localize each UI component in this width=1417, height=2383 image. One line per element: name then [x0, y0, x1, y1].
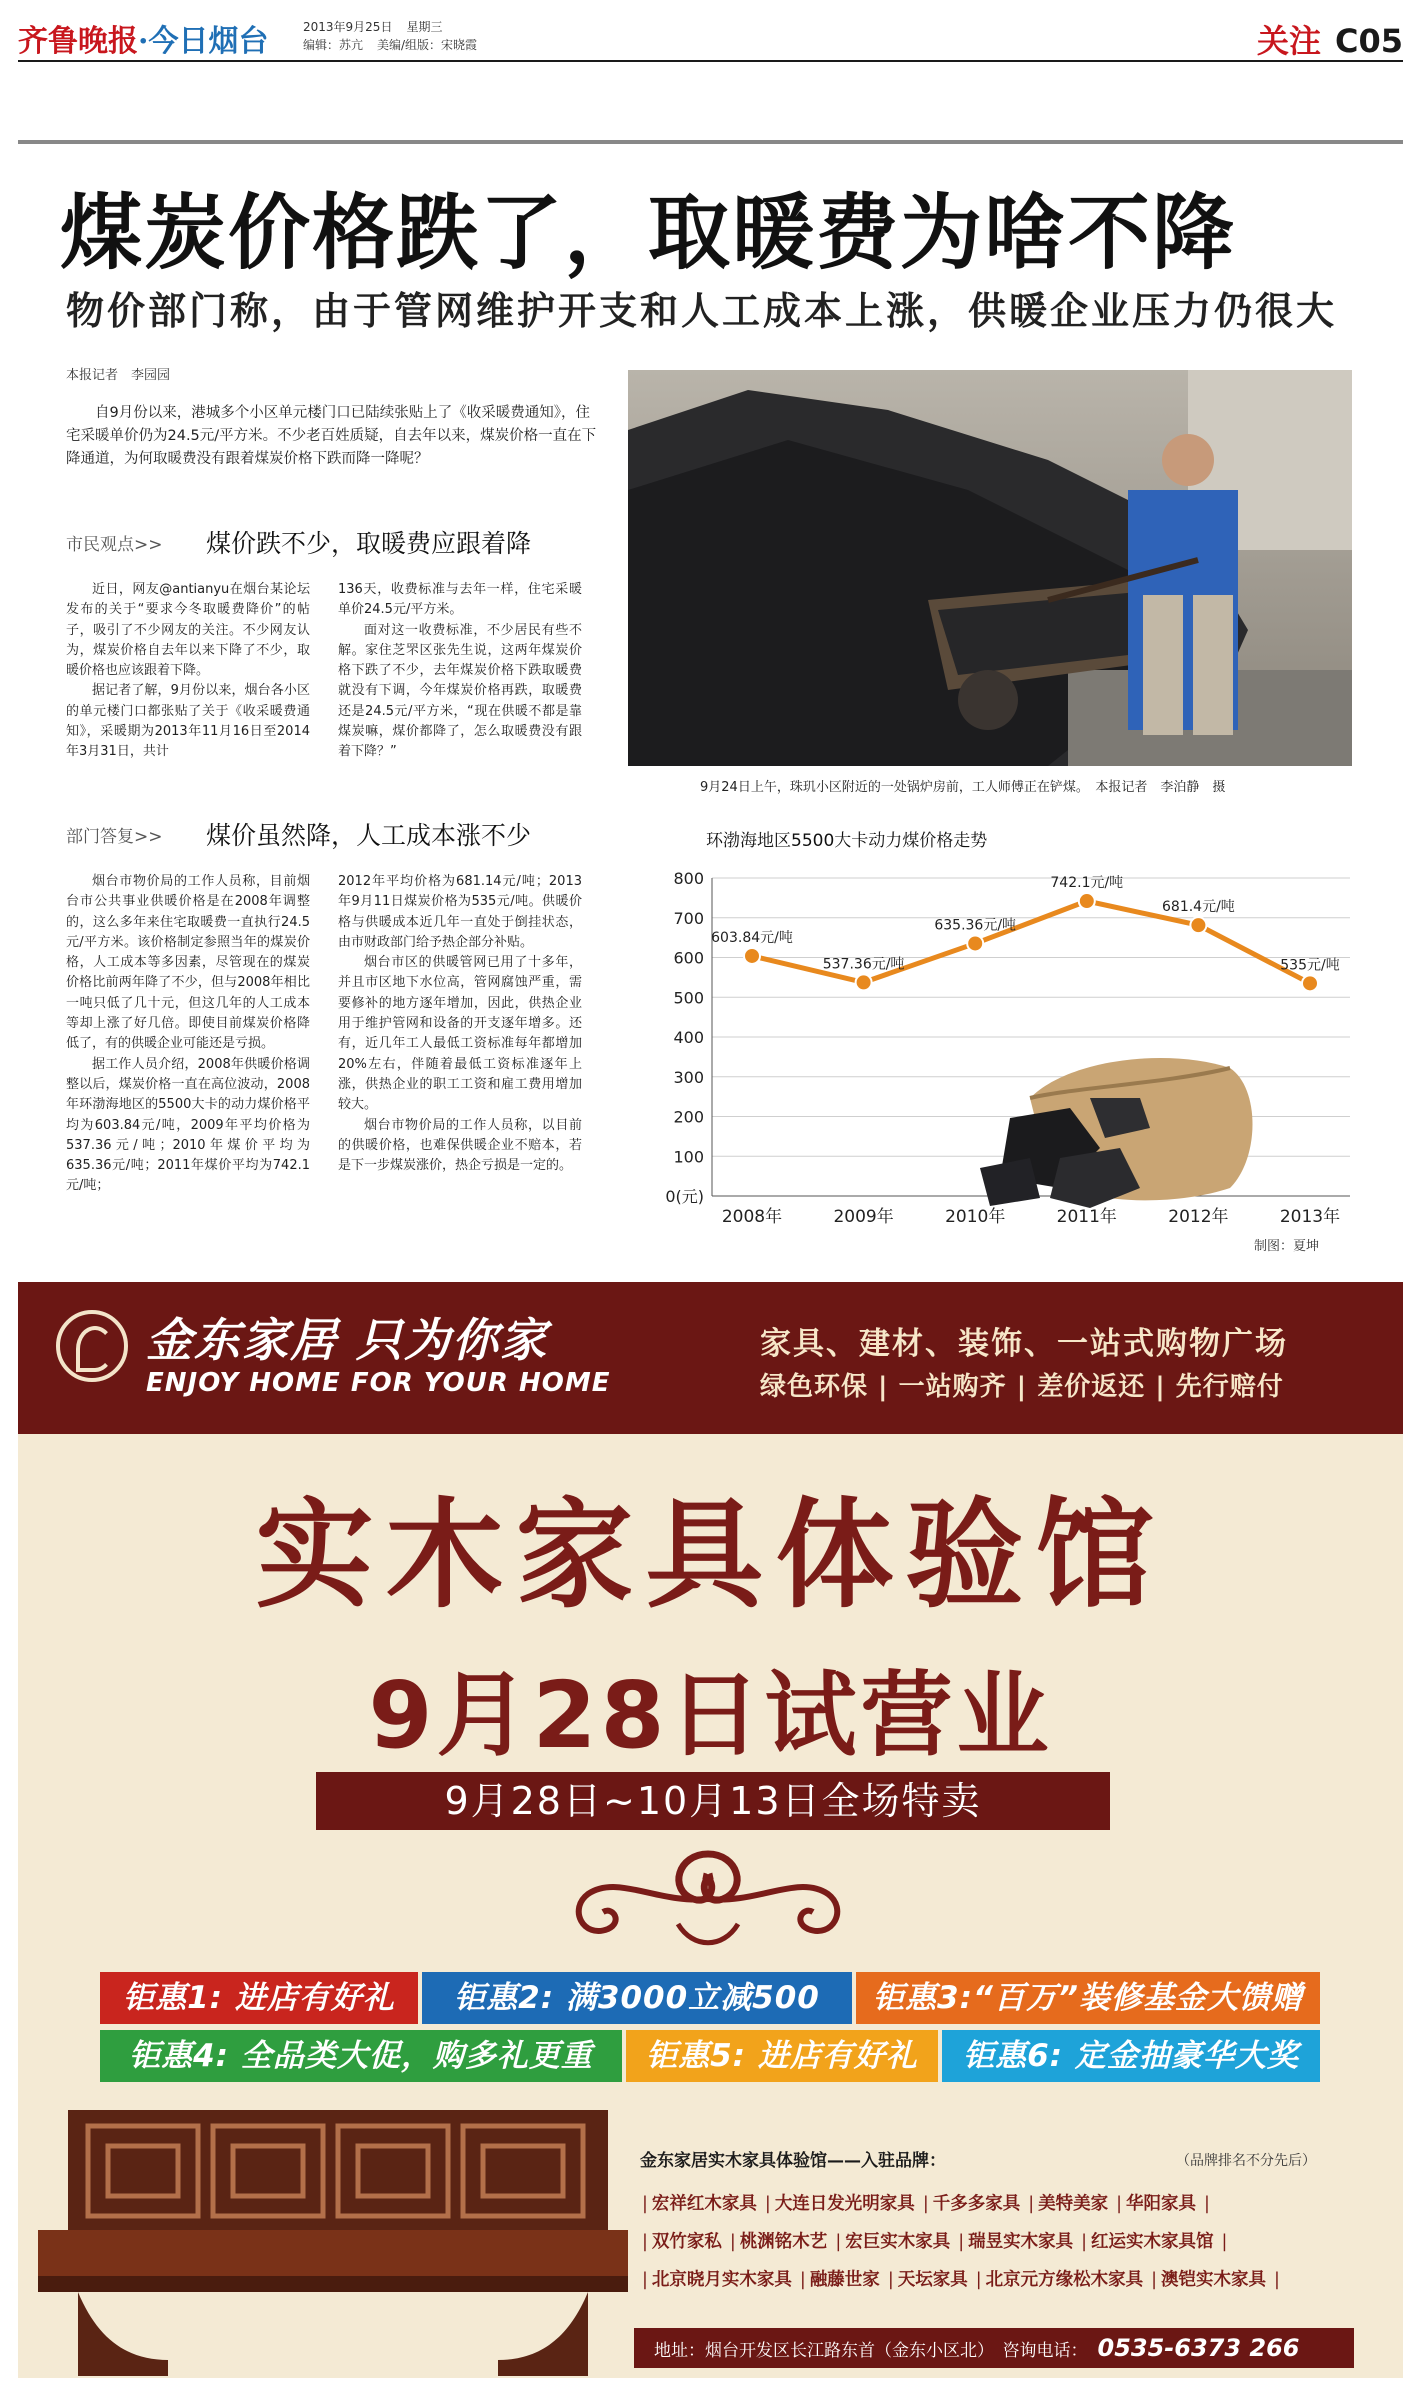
deal-5: 钜惠5: 进店有好礼	[626, 2030, 938, 2082]
photo-caption: 9月24日上午，珠玑小区附近的一处锅炉房前，工人师傅正在铲煤。 本报记者 李泊静 摄	[700, 780, 1226, 795]
data-label: 603.84元/吨	[711, 929, 793, 946]
x-tick-label: 2008年	[721, 1207, 783, 1227]
deal-3: 钜惠3:“百万”装修基金大馈赠	[856, 1972, 1320, 2024]
masthead-paper	[18, 16, 268, 60]
designer-credit: 美编/组版：宋晓霞	[377, 38, 478, 52]
y-tick-label: 500	[673, 988, 704, 1008]
price-chart	[650, 858, 1370, 1230]
brand-item: 华阳家具	[1126, 2194, 1197, 2214]
section-tag: 市民观点>>	[66, 535, 163, 555]
headline: 煤炭价格跌了，取暖费为啥不降	[60, 185, 1237, 281]
ad-sale-period: 9月28日~10月13日全场特卖	[316, 1772, 1110, 1830]
y-tick-label: 400	[673, 1028, 704, 1047]
data-point	[967, 935, 983, 951]
brand-item: 北京晓月实木家具	[651, 2270, 792, 2290]
ad-brand-english: ENJOY HOME FOR YOUR HOME	[146, 1368, 611, 1398]
brand-item: 澳铠实木家具	[1161, 2270, 1267, 2290]
paragraph: 面对这一收费标准，不少居民有些不解。家住芝罘区张先生说，这两年煤炭价格下跌了不少，去年煤炭价格下跌取暖费就没有下调，今年煤炭价格再跌，取暖费还是24.5元/平方米，“现在供暖不都是靠煤炭嘛，煤价都降了，怎么取暖费没有跟着下降？”	[338, 622, 582, 760]
brand-item: 宏巨实木家具	[845, 2232, 951, 2252]
brands-row: | 宏祥红木家具 | 大连日发光明家具 | 千多多家具 | 美特美家 | 华阳家具 |	[642, 2194, 1210, 2214]
data-point	[856, 974, 872, 990]
paragraph: 据记者了解，9月份以来，烟台各小区的单元楼门口都张贴了关于《收采暖费通知》，采暖期为2013年11月16日至2014年3月31日，共计	[66, 683, 310, 760]
y-tick-label: 800	[673, 869, 704, 888]
data-label: 742.1元/吨	[1050, 875, 1124, 892]
article-column	[66, 580, 310, 763]
masthead-meta	[303, 18, 491, 54]
section-header-2	[66, 812, 606, 852]
ad-brand: 金东家居 只为你家	[146, 1313, 549, 1367]
deal-4: 钜惠4: 全品类大促，购多礼更重	[100, 2030, 622, 2082]
paragraph: 136天，收费标准与去年一样，住宅采暖单价24.5元/平方米。	[338, 582, 582, 618]
y-tick-label: 100	[673, 1147, 704, 1167]
brand-item: 宏祥红木家具	[651, 2194, 757, 2214]
data-label: 537.36元/吨	[822, 956, 905, 973]
brands-row: | 双竹家私 | 桃渊铭木艺 | 宏巨实木家具 | 瑞昱实木家具 | 红运实木家具馆 |	[642, 2232, 1228, 2252]
brand-item: 美特美家	[1038, 2194, 1109, 2214]
article-column	[338, 580, 582, 763]
brand-logo-icon	[56, 1310, 128, 1382]
data-point	[744, 948, 760, 964]
chart-title: 环渤海地区5500大卡动力煤价格走势	[706, 831, 988, 851]
brand-item: 红运实木家具馆	[1091, 2232, 1214, 2252]
chart-credit: 制图：夏坤	[1254, 1239, 1320, 1254]
ad-address: 地址：烟台开发区长江路东首（金东小区北） 咨询电话：	[654, 2341, 1088, 2361]
lead-paragraph: 自9月份以来，港城多个小区单元楼门口已陆续张贴上了《收采暖费通知》，住宅采暖单价仍为24.5元/平方米。不少老百姓质疑，自去年以来，煤炭价格一直在下降通道，为何取暖费没有跟着煤炭价格下跌而降一降呢？	[66, 405, 597, 467]
divider-rule	[18, 140, 1403, 144]
brand-item: 双竹家私	[651, 2232, 722, 2252]
deal-6: 钜惠6: 定金抽豪华大奖	[942, 2030, 1320, 2082]
data-label: 635.36元/吨	[934, 917, 1017, 934]
section-tag: 部门答复>>	[66, 827, 163, 847]
x-tick-label: 2010年	[945, 1207, 1006, 1227]
x-tick-label: 2009年	[833, 1207, 894, 1227]
brand-item: 天坛家具	[897, 2270, 968, 2290]
column-name: 关注	[1256, 22, 1321, 60]
section-title: 煤价虽然降，人工成本涨不少	[206, 821, 532, 850]
brand-item: 大连日发光明家具	[774, 2194, 915, 2214]
brand-item: 桃渊铭木艺	[739, 2232, 828, 2252]
masthead	[18, 10, 1403, 62]
y-tick-label: 700	[673, 908, 704, 928]
article-column	[66, 872, 310, 1197]
ad-header-band	[18, 1282, 1403, 1434]
deal-1: 钜惠1: 进店有好礼	[100, 1972, 418, 2024]
x-tick-label: 2011年	[1056, 1207, 1117, 1227]
paper-name: 齐鲁晚报	[18, 24, 138, 59]
page-label	[1257, 16, 1403, 62]
chart-canvas	[650, 858, 1370, 1230]
data-label: 535元/吨	[1280, 957, 1340, 974]
ad-title: 实木家具体验馆	[255, 1485, 1166, 1624]
furniture-illustration	[38, 2090, 628, 2376]
coal-sack-illustration	[980, 1058, 1253, 1208]
paragraph: 烟台市区的供暖管网已用了十多年，并且市区地下水位高，管网腐蚀严重，需要修补的地方逐年增加，因此，供热企业用于维护管网和设备的开支逐年增多。还有，近几年工人最低工资标准每年都增加20%左右，伴随着最低工资标准逐年上涨，供热企业的职工工资和雇工费用增加较大。	[338, 955, 582, 1113]
x-tick-label: 2012年	[1168, 1207, 1229, 1227]
byline: 本报记者 李园园	[66, 368, 171, 383]
issue-date: 2013年9月25日	[303, 20, 393, 34]
news-photo	[628, 370, 1352, 766]
article-column	[338, 872, 582, 1176]
data-point	[1079, 893, 1095, 909]
paragraph: 2012年平均价格为681.14元/吨；2013年9月11日煤炭价格为535元/吨。供暖价格与供暖成本近几年一直处于倒挂状态，由市财政部门给予热企部分补贴。	[338, 874, 582, 950]
data-point	[1190, 917, 1206, 933]
editor-credit: 编辑：苏亢	[303, 38, 364, 52]
paragraph: 近日，网友@antianyu在烟台某论坛发布的关于“要求今冬取暖费降价”的帖子，吸引了不少网友的关注。不少网友认为，煤炭价格自去年以来下降了不少，取暖价格也应该跟着下降。	[66, 582, 310, 679]
paragraph: 烟台市物价局的工作人员称，目前烟台市公共事业供暖价格是在2008年调整的，这么多年来住宅取暖费一直执行24.5元/平方米。该价格制定参照当年的煤炭价格，人工成本等多因素，尽管现在的煤炭价格比前两年降了不少，但与2008年相比一吨只低了几十元，但这几年的人工成本等却上涨了好几倍。即使目前煤炭价格降低了，有的供暖企业可能还是亏损。	[66, 874, 310, 1052]
ad-phone: 0535-6373 266	[1097, 2334, 1300, 2362]
ad-opening-date: 9月28日试营业	[368, 1662, 1053, 1769]
ad-slogan: 家具、建材、装饰、一站式购物广场	[760, 1326, 1288, 1362]
brand-item: 千多多家具	[932, 2194, 1021, 2214]
ad-slogan-features: 绿色环保 | 一站购齐 | 差价返还 | 先行赔付	[760, 1372, 1284, 1402]
y-tick-label: 600	[673, 948, 704, 968]
data-label: 681.4元/吨	[1162, 899, 1235, 916]
brand-item: 融藤世家	[809, 2270, 880, 2290]
brand-item: 北京元方缘松木家具	[985, 2270, 1144, 2290]
section-name: 今日烟台	[148, 24, 269, 59]
y-tick-label: 200	[673, 1107, 704, 1127]
deal-2: 钜惠2: 满3000立减500	[422, 1972, 852, 2024]
paragraph: 烟台市物价局的工作人员称，以目前的供暖价格，也难保供暖企业不赔本，若是下一步煤炭涨价，热企亏损是一定的。	[338, 1117, 582, 1174]
y-tick-label: 0(元)	[665, 1187, 704, 1206]
brands-row: | 北京晓月实木家具 | 融藤世家 | 天坛家具 | 北京元方缘松木家具 | 澳铠实木家具 |	[642, 2270, 1280, 2290]
masthead-separator: ·	[138, 24, 149, 59]
ornament-icon	[558, 1844, 858, 1954]
section-header-1	[66, 520, 606, 560]
y-tick-label: 300	[673, 1067, 704, 1087]
issue-weekday: 星期三	[406, 20, 443, 34]
brands-note: （品牌排名不分先后）	[1176, 2153, 1316, 2169]
brand-item: 瑞昱实木家具	[968, 2232, 1074, 2252]
brands-heading: 金东家居实木家具体验馆——入驻品牌：	[640, 2151, 946, 2171]
page-number: C05	[1334, 22, 1403, 60]
x-tick-label: 2013年	[1279, 1207, 1341, 1227]
paragraph: 据工作人员介绍，2008年供暖价格调整以后，煤炭价格一直在高位波动，2008年环渤海地区的5500大卡的动力煤价格平均为603.84元/吨，2009年平均价格为537.36元/吨；2010年煤价平均为635.36元/吨；2011年煤价平均为742.1元/吨；	[66, 1056, 310, 1194]
data-point	[1302, 975, 1318, 991]
section-title: 煤价跌不少，取暖费应跟着降	[206, 529, 532, 558]
ad-address-bar	[634, 2328, 1354, 2368]
advertisement	[18, 1282, 1403, 2378]
subheadline: 物价部门称，由于管网维护开支和人工成本上涨，供暖企业压力仍很大	[66, 289, 1338, 333]
